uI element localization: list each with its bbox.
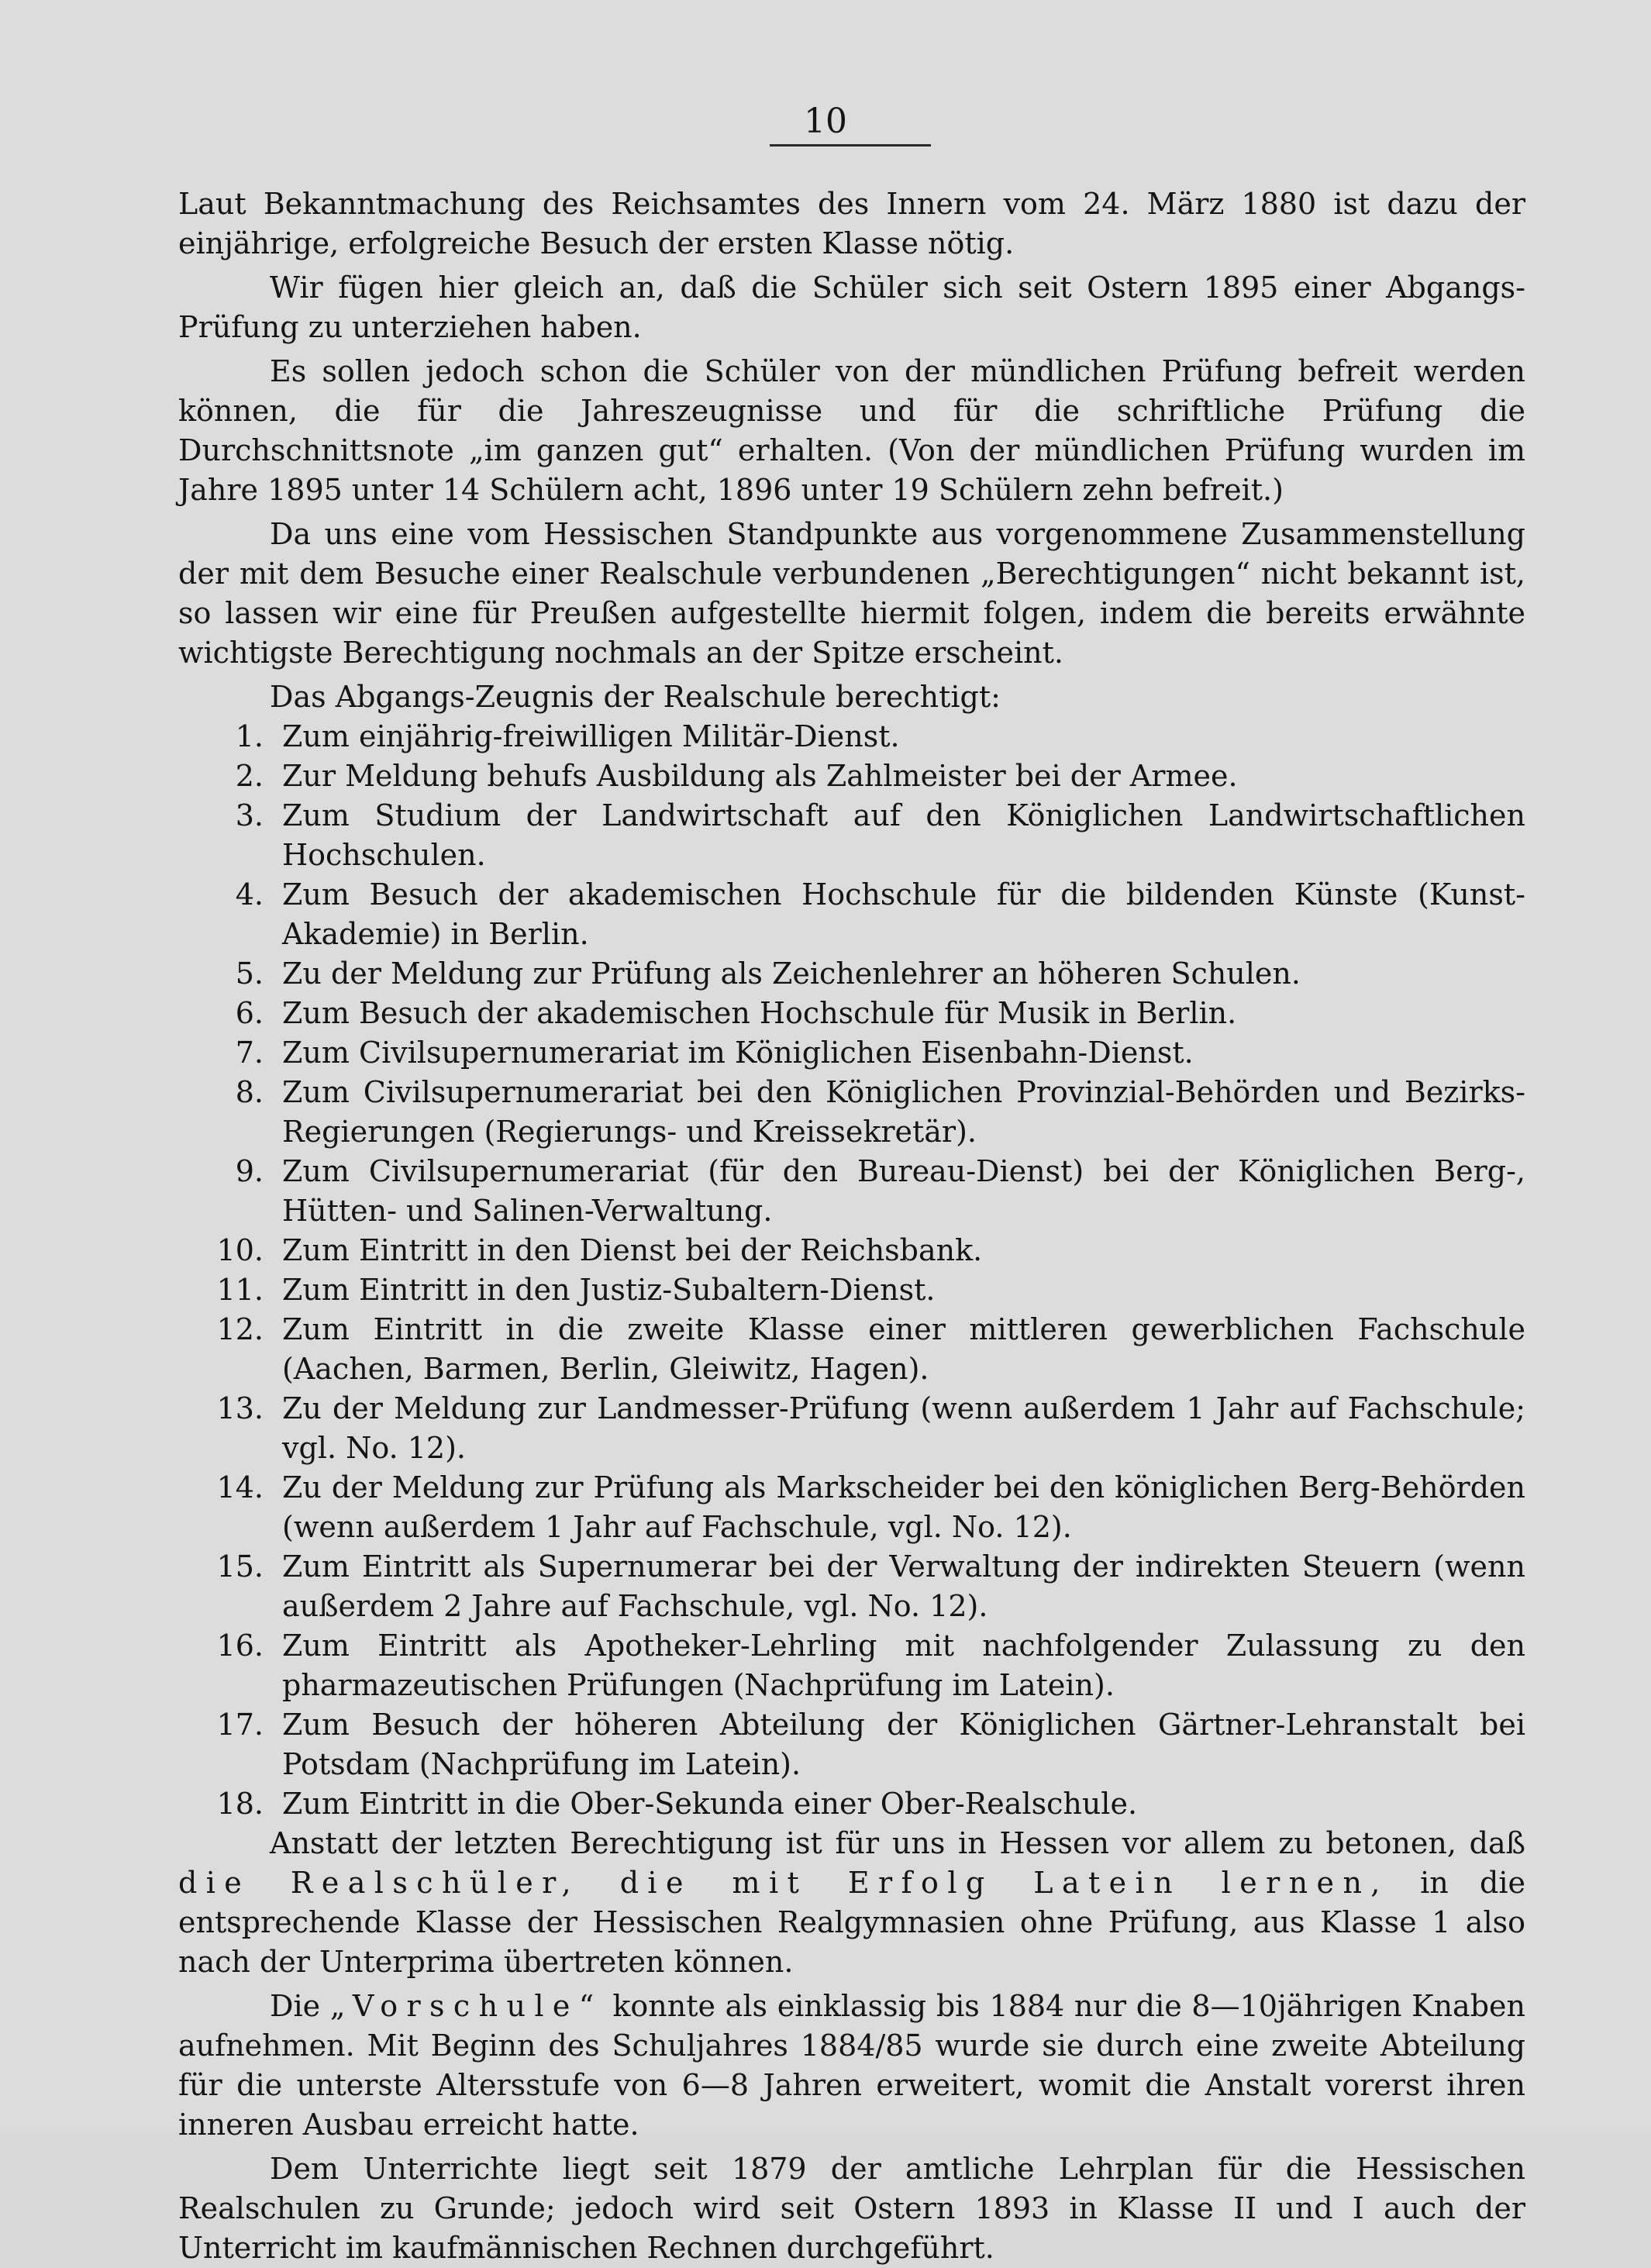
list-item-number: 7. bbox=[235, 1036, 264, 1070]
list-item-text: Zum Eintritt in die Ober-Sekunda einer Ober-Realschule. bbox=[282, 1787, 1138, 1821]
list-item bbox=[178, 1705, 1525, 1784]
list-item-number: 3. bbox=[235, 798, 264, 832]
list-item bbox=[178, 1626, 1525, 1705]
list-item-number: 13. bbox=[216, 1391, 264, 1425]
list-item bbox=[178, 1547, 1525, 1626]
paragraph bbox=[178, 1987, 1525, 2145]
list-item-text: Zum einjährig-freiwilligen Militär-Dienst. bbox=[282, 719, 900, 753]
list-item-number: 4. bbox=[235, 877, 264, 912]
list-item-text: Zum Eintritt in die zweite Klasse einer mittleren gewerblichen Fachschule (Aachen, Barmen, Berlin, Gleiwitz, Hagen). bbox=[282, 1312, 1525, 1386]
text-span: Anstatt der letzten Berechtigung ist für uns in Hessen vor allem zu betonen, daß bbox=[270, 1826, 1525, 1860]
list-item-text: Zum Eintritt als Supernumerar bei der Verwaltung der indirekten Steuern (wenn außerdem 2 Jahre auf Fachschule, vgl. No. 12). bbox=[282, 1549, 1525, 1623]
list-item-number: 16. bbox=[216, 1629, 264, 1663]
list-item bbox=[178, 757, 1525, 796]
list-item bbox=[178, 994, 1525, 1033]
emphasized-text: „Vorschule“ bbox=[329, 1989, 603, 2023]
list-item-text: Zum Civilsupernumerariat (für den Bureau-Dienst) bei der Königlichen Berg-, Hütten- und Salinen-Verwaltung. bbox=[282, 1154, 1525, 1228]
list-item-number: 9. bbox=[235, 1154, 264, 1188]
list-item bbox=[178, 1270, 1525, 1310]
list-item-text: Zum Besuch der höheren Abteilung der Königlichen Gärtner-Lehranstalt bei Potsdam (Nachprüfung im Latein). bbox=[282, 1708, 1525, 1781]
page-number: 10 bbox=[804, 102, 847, 141]
list-item-text: Zum Eintritt in den Dienst bei der Reichsbank. bbox=[282, 1233, 983, 1267]
list-item-number: 8. bbox=[235, 1075, 264, 1109]
list-item-number: 1. bbox=[235, 719, 264, 753]
page-body bbox=[178, 184, 1525, 2268]
list-item-number: 11. bbox=[216, 1273, 264, 1307]
list-item-text: Zu der Meldung zur Prüfung als Markscheider bei den königlichen Berg-Behörden (wenn außerdem 1 Jahr auf Fachschule, vgl. No. 12). bbox=[282, 1470, 1525, 1544]
list-item-number: 2. bbox=[235, 759, 264, 793]
list-item-number: 14. bbox=[216, 1470, 264, 1505]
list-intro: Das Abgangs-Zeugnis der Realschule berechtigt: bbox=[270, 680, 1001, 714]
list-item bbox=[178, 1310, 1525, 1389]
text-span: konnte als einklassig bis 1884 nur die 8—10jährigen Knaben aufnehmen. Mit Beginn des Schuljahres 1884/85 wurde sie durch eine zweite Abteilung für die unterste Altersstufe von 6—8 Jahren erweitert, womit die Anstalt vorerst ihren inneren Ausbau erreicht hatte. bbox=[178, 1989, 1525, 2142]
list-item bbox=[178, 1033, 1525, 1073]
list-item-number: 12. bbox=[216, 1312, 264, 1346]
paragraph: Da uns eine vom Hessischen Standpunkte aus vorgenommene Zusammenstellung der mit dem Besuche einer Realschule verbundenen „Berechtigungen“ nicht bekannt ist, so lassen wir eine für Preußen aufgestellte hiermit folgen, indem die bereits erwähnte wichtigste Berechtigung nochmals an der Spitze erscheint. bbox=[178, 517, 1525, 670]
emphasized-text: die Realschüler, die mit Erfolg Latein lernen, bbox=[178, 1866, 1389, 1900]
paragraph: Wir fügen hier gleich an, daß die Schüler sich seit Ostern 1895 einer Abgangs-Prüfung zu unterziehen haben. bbox=[178, 271, 1525, 344]
list-item-text: Zur Meldung behufs Ausbildung als Zahlmeister bei der Armee. bbox=[282, 759, 1238, 793]
list-item-text: Zu der Meldung zur Landmesser-Prüfung (wenn außerdem 1 Jahr auf Fachschule; vgl. No. 12). bbox=[282, 1391, 1525, 1465]
list-item-text: Zum Eintritt in den Justiz-Subaltern-Dienst. bbox=[282, 1273, 936, 1307]
list-item bbox=[178, 1784, 1525, 1824]
list-item bbox=[178, 1073, 1525, 1152]
list-item-text: Zum Eintritt als Apotheker-Lehrling mit nachfolgender Zulassung zu den pharmazeutischen Prüfungen (Nachprüfung im Latein). bbox=[282, 1629, 1525, 1702]
list-item-text: Zu der Meldung zur Prüfung als Zeichenlehrer an höheren Schulen. bbox=[282, 956, 1301, 991]
entitlements-list bbox=[178, 717, 1525, 1824]
list-item bbox=[178, 1152, 1525, 1231]
list-item bbox=[178, 717, 1525, 757]
text-span: in die entsprechende Klasse der Hessischen Realgymnasien ohne Prüfung, aus Klasse 1 also nach der Unterprima übertreten können. bbox=[178, 1866, 1525, 1979]
paragraph: Dem Unterrichte liegt seit 1879 der amtliche Lehrplan für die Hessischen Realschulen zu Grunde; jedoch wird seit Ostern 1893 in Klasse II und I auch der Unterricht im kaufmännischen Rechnen durchgeführt. bbox=[178, 2152, 1525, 2265]
list-item bbox=[178, 875, 1525, 954]
paragraph: Es sollen jedoch schon die Schüler von der mündlichen Prüfung befreit werden können, die für die Jahreszeugnisse und für die schriftliche Prüfung die Durchschnittsnote „im ganzen gut“ erhalten. (Von der mündlichen Prüfung wurden im Jahre 1895 unter 14 Schülern acht, 1896 unter 19 Schülern zehn befreit.) bbox=[178, 354, 1525, 507]
page-number-rule bbox=[770, 144, 931, 146]
list-item-text: Zum Civilsupernumerariat bei den Königlichen Provinzial-Behörden und Bezirks-Regierungen (Regierungs- und Kreissekretär). bbox=[282, 1075, 1525, 1149]
list-item bbox=[178, 1389, 1525, 1468]
list-item-text: Zum Besuch der akademischen Hochschule für Musik in Berlin. bbox=[282, 996, 1237, 1030]
list-item-number: 10. bbox=[216, 1233, 264, 1267]
list-item-number: 15. bbox=[216, 1549, 264, 1584]
list-item bbox=[178, 796, 1525, 875]
list-item-text: Zum Besuch der akademischen Hochschule für die bildenden Künste (Kunst-Akademie) in Berlin. bbox=[282, 877, 1525, 951]
list-item bbox=[178, 954, 1525, 994]
list-item-text: Zum Civilsupernumerariat im Königlichen Eisenbahn-Dienst. bbox=[282, 1036, 1194, 1070]
paragraph: Laut Bekanntmachung des Reichsamtes des Innern vom 24. März 1880 ist dazu der einjährige, erfolgreiche Besuch der ersten Klasse nötig. bbox=[178, 187, 1525, 260]
text-span: Die bbox=[270, 1989, 321, 2023]
list-item bbox=[178, 1231, 1525, 1270]
list-item-number: 18. bbox=[216, 1787, 264, 1821]
list-item-text: Zum Studium der Landwirtschaft auf den Königlichen Landwirtschaftlichen Hochschulen. bbox=[282, 798, 1525, 872]
list-item-number: 6. bbox=[235, 996, 264, 1030]
list-item bbox=[178, 1468, 1525, 1547]
paragraph bbox=[178, 1824, 1525, 1982]
list-item-number: 17. bbox=[216, 1708, 264, 1742]
list-item-number: 5. bbox=[235, 956, 264, 991]
